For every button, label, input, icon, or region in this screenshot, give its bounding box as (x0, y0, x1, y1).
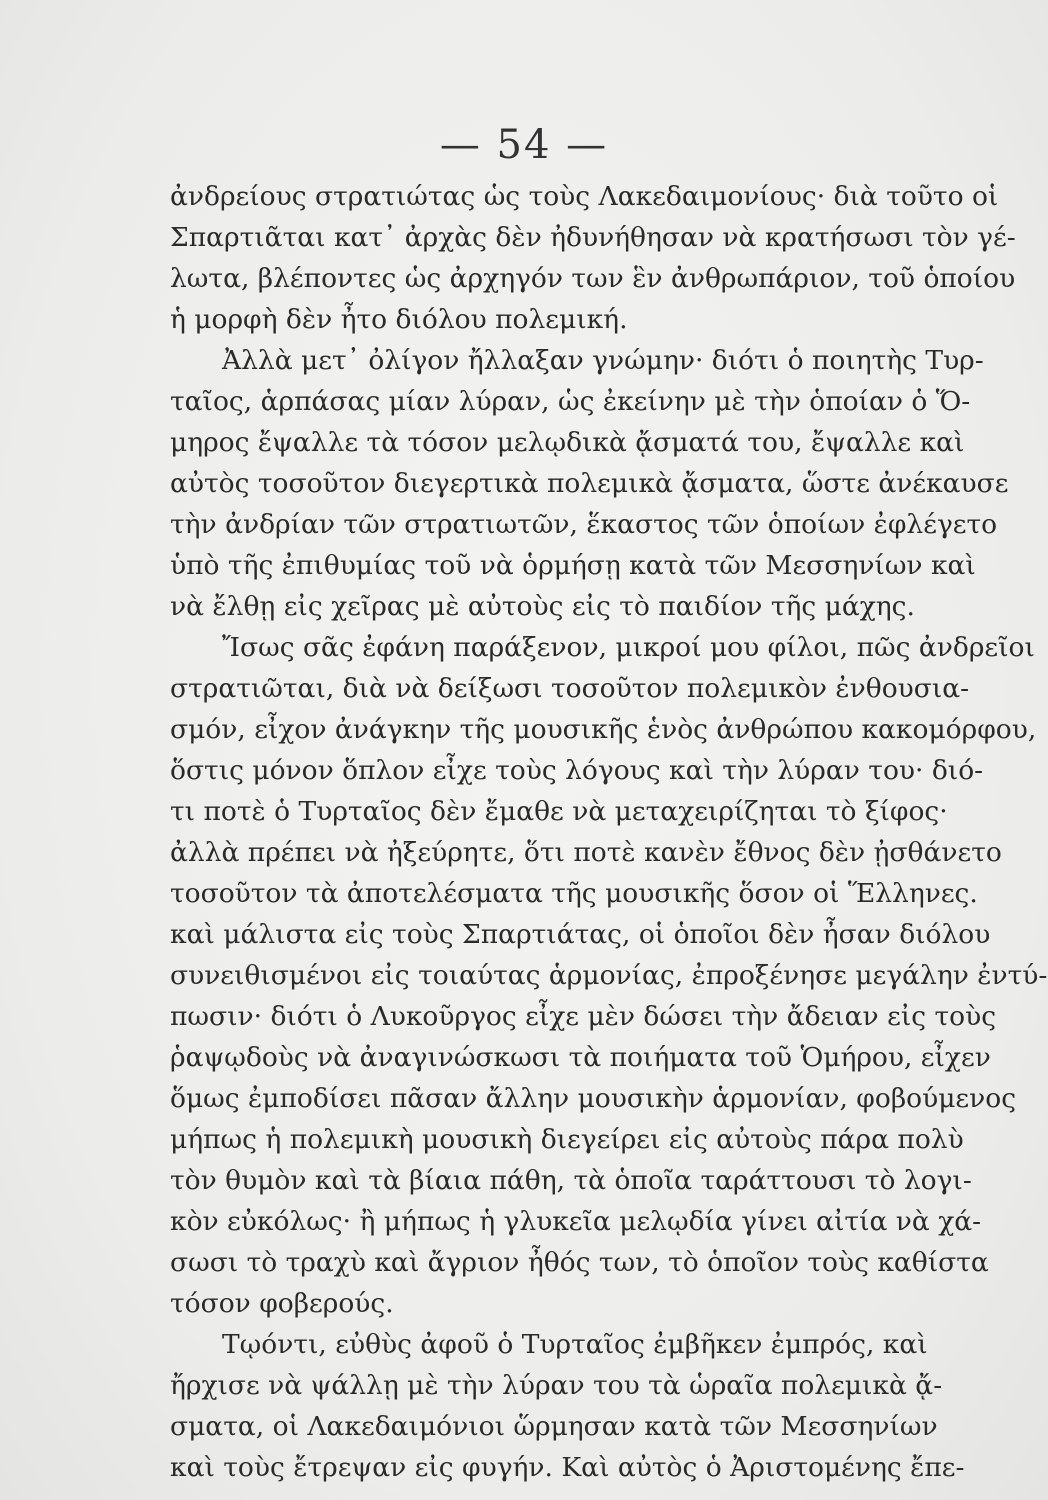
text-line: Ἴσως σᾶς ἐφάνη παράξενον, μικροί μου φίλοι, πῶς ἀνδρεῖοι (222, 632, 1035, 663)
text-line: ἀλλὰ πρέπει νὰ ἠξεύρητε, ὅτι ποτὲ κανὲν ἔθνος δὲν ᾐσθάνετο (170, 837, 1002, 868)
text-line: σμόν, εἶχον ἀνάγκην τῆς μουσικῆς ἑνὸς ἀνθρώπου κακομόρφου, (170, 714, 1037, 745)
text-line: ὑπὸ τῆς ἐπιθυμίας τοῦ νὰ ὁρμήσῃ κατὰ τῶν Μεσσηνίων καὶ (170, 550, 976, 581)
text-line: καὶ μάλιστα εἰς τοὺς Σπαρτιάτας, οἱ ὁποῖοι δὲν ἦσαν διόλου (170, 919, 991, 950)
text-line: στρατιῶται, διὰ νὰ δείξωσι τοσοῦτον πολεμικὸν ἐνθουσια- (170, 673, 970, 704)
text-line: σματα, οἱ Λακεδαιμόνιοι ὥρμησαν κατὰ τῶν Μεσσηνίων (170, 1411, 938, 1442)
text-line: λωτα, βλέποντες ὡς ἀρχηγόν των ἓν ἀνθρωπάριον, τοῦ ὁποίου (170, 263, 1016, 294)
text-line: πωσιν· διότι ὁ Λυκοῦργος εἶχε μὲν δώσει τὴν ἄδειαν εἰς τοὺς (170, 1001, 997, 1032)
text-line: τὴν ἀνδρίαν τῶν στρατιωτῶν, ἕκαστος τῶν ὁποίων ἐφλέγετο (170, 509, 998, 540)
text-line: σωσι τὸ τραχὺ καὶ ἄγριον ἦθός των, τὸ ὁποῖον τοὺς καθίστα (170, 1247, 989, 1278)
text-line: ὅστις μόνον ὅπλον εἶχε τοὺς λόγους καὶ τὴν λύραν του· διό- (170, 755, 984, 786)
text-line: ὅμως ἐμποδίσει πᾶσαν ἄλλην μουσικὴν ἁρμονίαν, φοβούμενος (170, 1083, 1017, 1114)
text-line: ταῖος, ἁρπάσας μίαν λύραν, ὡς ἐκείνην μὲ τὴν ὁποίαν ὁ Ὅ- (170, 386, 971, 417)
text-line: τόσον φοβερούς. (170, 1288, 394, 1319)
text-line: ἡ μορφὴ δὲν ἦτο διόλου πολεμική. (170, 304, 628, 335)
text-line: ἤρχισε νὰ ψάλλῃ μὲ τὴν λύραν του τὰ ὡραῖα πολεμικὰ ᾄ- (170, 1370, 943, 1401)
body-text (170, 176, 1048, 1488)
text-line: τοσοῦτον τὰ ἀποτελέσματα τῆς μουσικῆς ὅσον οἱ Ἕλληνες. (170, 878, 978, 909)
page-number: — 54 — (439, 122, 609, 168)
text-line: ἀνδρείους στρατιώτας ὡς τοὺς Λακεδαιμονίους· διὰ τοῦτο οἱ (170, 181, 999, 212)
text-line: μηρος ἔψαλλε τὰ τόσον μελῳδικὰ ᾄσματά του, ἔψαλλε καὶ (170, 427, 965, 458)
text-line: τι ποτὲ ὁ Τυρταῖος δὲν ἔμαθε νὰ μεταχειρίζηται τὸ ξίφος· (170, 796, 948, 827)
text-line: ῥαψῳδοὺς νὰ ἀναγινώσκωσι τὰ ποιήματα τοῦ Ὁμήρου, εἶχεν (170, 1042, 991, 1073)
text-line: Σπαρτιᾶται κατ᾿ ἀρχὰς δὲν ἠδυνήθησαν νὰ κρατήσωσι τὸν γέ- (170, 222, 1016, 253)
text-line: καὶ τοὺς ἔτρεψαν εἰς φυγήν. Καὶ αὐτὸς ὁ Ἀριστομένης ἔπε- (170, 1452, 965, 1483)
text-line: κὸν εὐκόλως· ἢ μήπως ἡ γλυκεῖα μελῳδία γίνει αἰτία νὰ χά- (170, 1206, 982, 1237)
text-line: Ἀλλὰ μετ᾿ ὀλίγον ἤλλαξαν γνώμην· διότι ὁ ποιητὴς Τυρ- (222, 345, 984, 376)
text-line: τὸν θυμὸν καὶ τὰ βίαια πάθη, τὰ ὁποῖα ταράττουσι τὸ λογι- (170, 1165, 972, 1196)
text-line: μήπως ἡ πολεμικὴ μουσικὴ διεγείρει εἰς αὐτοὺς πάρα πολὺ (170, 1124, 964, 1155)
text-line: συνειθισμένοι εἰς τοιαύτας ἁρμονίας, ἐπροξένησε μεγάλην ἐντύ- (170, 960, 1048, 991)
text-line: νὰ ἔλθῃ εἰς χεῖρας μὲ αὐτοὺς εἰς τὸ παιδίον τῆς μάχης. (170, 591, 915, 622)
text-line: Τῳόντι, εὐθὺς ἀφοῦ ὁ Τυρταῖος ἐμβῆκεν ἐμπρός, καὶ (222, 1329, 928, 1360)
text-line: αὐτὸς τοσοῦτον διεγερτικὰ πολεμικὰ ᾄσματα, ὥστε ἀνέκαυσε (170, 468, 1009, 499)
